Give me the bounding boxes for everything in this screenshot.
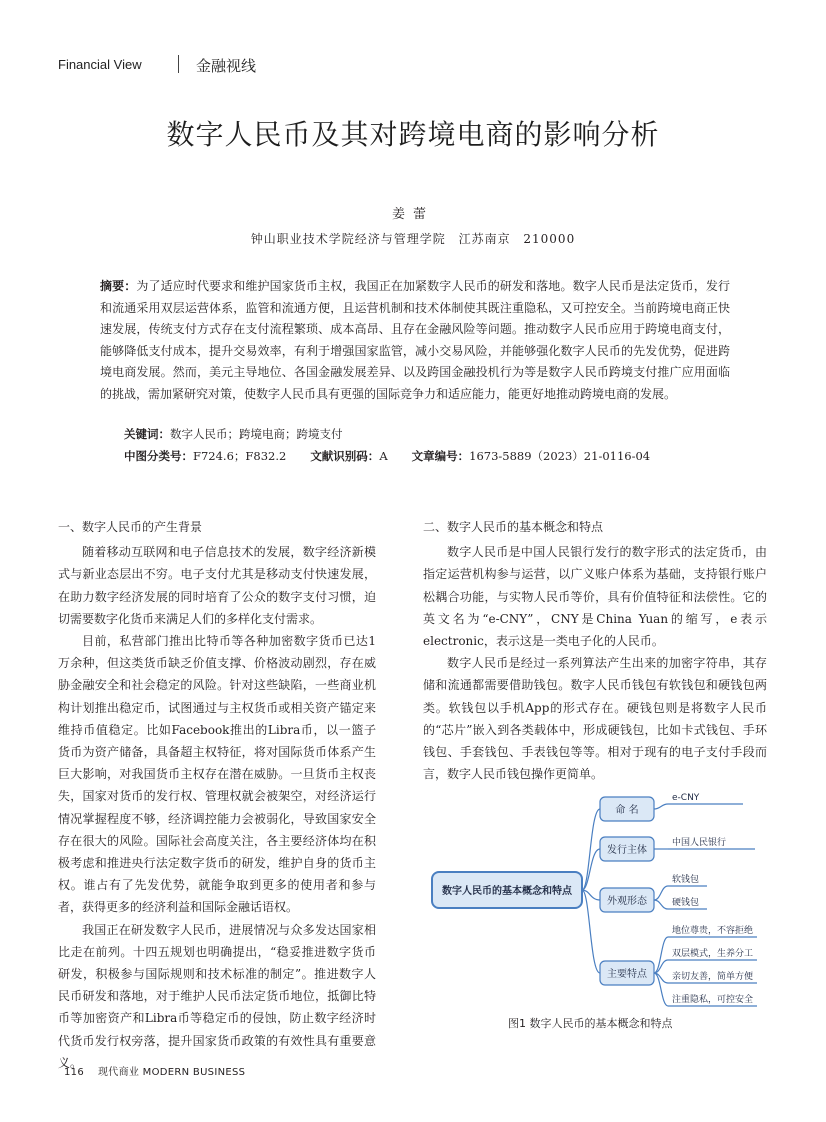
section-heading-1: 一、数字人民币的产生背景 xyxy=(58,520,203,534)
page-footer xyxy=(64,1063,245,1078)
doc-code-label: 文献识别码： xyxy=(310,449,380,463)
paragraph: 目前，私营部门推出比特币等各种加密数字货币已达1万余种，但这类货币缺乏价值支撑、价格波动剧烈，存在威胁金融安全和社会稳定的风险。针对这些缺陷，一些商业机构计划推出稳定币，试图通过与主权货币或相关资产锚定来维持币值稳定。比如Facebook推出的Libra币，以一篮子货币为资产储备，具备超主权特征，将对国际货币体系产生巨大影响，对我国货币主权存在潜在威胁。一旦货币主权丧失，国家对货币的发行权、管理权就会被架空，对经济运行情况掌握程度不够，经济调控能力会被弱化，导致国家安全存在很大的风险。国际社会高度关注，各主要经济体均在积极考虑和推进央行法定数字货币的研发，维护自身的货币主权。谁占有了先发优势，就能争取到更多的使用者和参与者，获得更多的经济利益和国际金融话语权。 xyxy=(58,634,376,915)
article-number-value: 1673-5889（2023）21-0116-04 xyxy=(469,449,651,463)
header-divider xyxy=(178,55,179,73)
connector xyxy=(654,900,668,909)
connector xyxy=(654,886,668,900)
clc-label: 中图分类号： xyxy=(124,449,193,463)
journal-name: 现代商业 MODERN BUSINESS xyxy=(98,1067,246,1078)
paragraph: 我国正在研发数字人民币，进展情况与众多发达国家相比走在前列。十四五规划也明确提出，“稳妥推进数字货币研发，积极参与国际规则和技术标准的制定”。推进数字人民币研发和落地，对于维护人民币法定货币地位，抵御比特币等加密资产和Libra币等稳定币的侵蚀，防止数字经济时代货币发行权旁落，提升国家货币政策的有效性具有重要意义。 xyxy=(58,922,376,1070)
figure-caption: 图1 数字人民币的基本概念和特点 xyxy=(508,1017,673,1030)
clc-value: F724.6；F832.2 xyxy=(193,449,287,463)
keywords-label: 关键词： xyxy=(124,427,170,441)
abstract-text: 为了适应时代要求和维护国家货币主权，我国正在加紧数字人民币的研发和落地。数字人民币是法定货币，发行和流通采用双层运营体系，监管和流通方便，且运营机制和技术体制使其既注重隐私，又可控安全。当前跨境电商正快速发展，传统支付方式存在支付流程繁琐、成本高昂、且存在金融风险等问题。推动数字人民币应用于跨境电商支付，能够降低支付成本，提升交易效率，有利于增强国家监管，减小交易风险，并能够强化数字人民币的先发优势，促进跨境电商发展。然而，美元主导地位、各国金融发展差异、以及跨国金融投机行为等是数字人民币跨境支付推广应用面临的挑战，需加紧研究对策，使数字人民币具有更强的国际竞争力和适应能力，能更好地推动跨境电商的发展。 xyxy=(100,279,730,401)
figure-mindmap xyxy=(425,787,770,1035)
leaf-label: 硬钱包 xyxy=(672,898,700,908)
author: 姜蕾 xyxy=(391,207,434,222)
leaf-label: e-CNY xyxy=(672,793,700,803)
mindmap-svg xyxy=(425,787,770,1015)
article-number-label: 文章编号： xyxy=(411,449,470,463)
leaf-label: 软钱包 xyxy=(672,875,700,885)
section-heading-2: 二、数字人民币的基本概念和特点 xyxy=(423,520,604,534)
branch-label: 外观形态 xyxy=(607,896,647,907)
left-column xyxy=(58,516,376,1074)
leaf-label: 亲切友善，简单方便 xyxy=(672,972,754,982)
branch-label: 主要特点 xyxy=(607,969,647,980)
article-title: 数字人民币及其对跨境电商的影响分析 xyxy=(166,118,660,151)
abstract-label: 摘要： xyxy=(100,279,137,293)
paragraph: 数字人民币是中国人民银行发行的数字形式的法定货币，由指定运营机构参与运营，以广义账户体系为基础，支持银行账户松耦合功能，与实物人民币等价，具有价值特征和法偿性。它的英文名为“e-CNY”，CNY是China Yuan的缩写，e表示electronic，表示这是一类电子化的人民币。 xyxy=(423,545,767,649)
right-column xyxy=(423,516,767,785)
leaf-label: 中国人民银行 xyxy=(672,838,727,848)
abstract xyxy=(100,276,730,406)
paragraph: 数字人民币是经过一系列算法产生出来的加密字符串，其存储和流通都需要借助钱包。数字人民币钱包有软钱包和硬钱包两类。软钱包以手机App的形式存在。硬钱包则是将数字人民币的“芯片”嵌入到各类载体中，形成硬钱包，比如卡式钱包、手环钱包、手套钱包、手表钱包等等。相对于现有的电子支付手段而言，数字人民币钱包操作更简单。 xyxy=(423,656,767,782)
section-label-cn: 金融视线 xyxy=(196,57,257,75)
mindmap-root-label: 数字人民币的基本概念和特点 xyxy=(442,886,572,897)
affiliation: 钟山职业技术学院经济与管理学院 江苏南京 210000 xyxy=(250,232,576,246)
section-label: Financial View xyxy=(58,57,142,72)
connector xyxy=(582,890,600,973)
classification-line xyxy=(124,448,650,464)
branch-label: 发行主体 xyxy=(607,845,647,856)
branch-label: 命 名 xyxy=(615,805,639,816)
keywords-text: 数字人民币；跨境电商；跨境支付 xyxy=(170,427,343,441)
leaf-label: 注重隐私，可控安全 xyxy=(672,995,754,1005)
doc-code-value: A xyxy=(379,449,388,463)
page-number: 116 xyxy=(64,1067,84,1078)
keywords xyxy=(124,426,343,442)
connector xyxy=(654,804,668,809)
leaf-label: 地位尊贵，不容拒绝 xyxy=(672,926,754,936)
leaf-label: 双层模式，生养分工 xyxy=(672,949,754,959)
paragraph: 随着移动互联网和电子信息技术的发展，数字经济新模式与新业态层出不穷。电子支付尤其是移动支付快速发展，在助力数字经济发展的同时培育了公众的数字支付习惯，迫切需要数字化货币来满足人们的多样化支付需求。 xyxy=(58,545,376,626)
